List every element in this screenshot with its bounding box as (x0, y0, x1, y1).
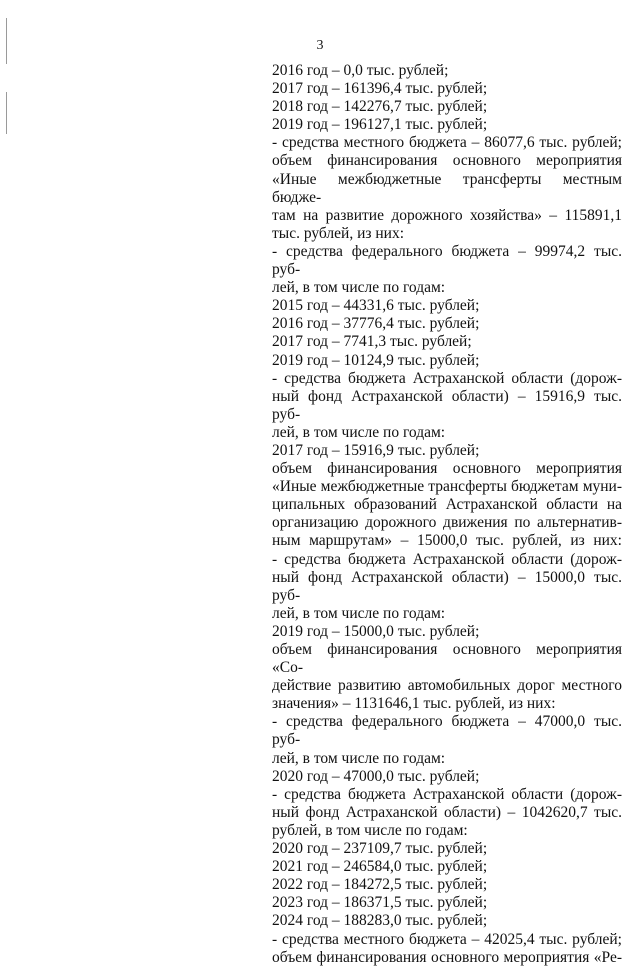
text-line: объем финансирования основного мероприятия «Со- (272, 641, 622, 677)
document-body (272, 62, 622, 967)
text-line: лей, в том числе по годам: (272, 749, 446, 767)
text-line: объем финансирования основного мероприятия (272, 152, 622, 170)
text-line: организацию дорожного движения по альтернатив- (272, 514, 622, 532)
text-line: 2017 год – 161396,4 тыс. рублей; (272, 80, 488, 98)
text-line: лей, в том числе по годам: (272, 279, 446, 297)
text-line: ный фонд Астраханской области) – 1042620,7 тыс. (272, 803, 622, 821)
text-line: 2021 год – 246584,0 тыс. рублей; (272, 858, 488, 876)
text-line: 2019 год – 10124,9 тыс. рублей; (272, 351, 480, 369)
text-line: ный фонд Астраханской области) – 15916,9 тыс. руб- (272, 387, 622, 423)
text-line: - средства федерального бюджета – 99974,2 тыс. руб- (272, 242, 622, 279)
text-line: тыс. рублей, из них: (272, 224, 405, 242)
text-line: - средства местного бюджета – 86077,6 тыс. рублей; (272, 134, 622, 152)
text-line: 2016 год – 0,0 тыс. рублей; (272, 62, 449, 79)
page-number: 3 (316, 38, 324, 53)
text-line: 2019 год – 15000,0 тыс. рублей; (272, 622, 480, 640)
text-line: лей, в том числе по годам: (272, 604, 446, 622)
text-line: значения» – 1131646,1 тыс. рублей, из них: (272, 695, 556, 713)
text-line: 2023 год – 186371,5 тыс. рублей; (272, 894, 488, 912)
text-line: - средства бюджета Астраханской области (дорож- (272, 785, 622, 803)
text-line: объем финансирования основного мероприятия (272, 460, 622, 478)
text-line: 2022 год – 184272,5 тыс. рублей; (272, 876, 488, 894)
text-line: 2017 год – 15916,9 тыс. рублей; (272, 441, 480, 459)
text-line: ным маршрутам» – 15000,0 тыс. рублей, из них: (272, 532, 622, 550)
text-line: рублей, в том числе по годам: (272, 821, 468, 839)
text-line: 2016 год – 37776,4 тыс. рублей; (272, 315, 480, 333)
text-line: - средства бюджета Астраханской области (дорож- (272, 550, 622, 568)
text-line: действие развитию автомобильных дорог местного (272, 677, 622, 695)
text-line: 2020 год – 237109,7 тыс. рублей; (272, 840, 488, 858)
text-line: «Иные межбюджетные трансферты местным бюдже- (272, 170, 622, 206)
scan-edge-mark (6, 92, 7, 134)
text-line: - средства местного бюджета – 42025,4 тыс. рублей; (272, 930, 622, 948)
text-line: 2015 год – 44331,6 тыс. рублей; (272, 297, 480, 315)
text-line: 2019 год – 196127,1 тыс. рублей; (272, 116, 488, 134)
text-line: лей, в том числе по годам: (272, 423, 446, 441)
text-line: «Иные межбюджетные трансферты бюджетам муни- (272, 478, 622, 496)
text-line: 2024 год – 188283,0 тыс. рублей; (272, 912, 488, 930)
text-line: там на развитие дорожного хозяйства» – 115891,1 (272, 206, 622, 224)
text-line: ный фонд Астраханской области) – 15000,0 тыс. руб- (272, 568, 622, 604)
text-line: объем финансирования основного мероприятия «Ре- (272, 948, 622, 966)
text-line: - средства бюджета Астраханской области (дорож- (272, 369, 622, 387)
text-line: ципальных образований Астраханской области на (272, 496, 622, 514)
text-line: 2020 год – 47000,0 тыс. рублей; (272, 767, 480, 785)
text-line: 2017 год – 7741,3 тыс. рублей; (272, 333, 472, 351)
text-line: 2018 год – 142276,7 тыс. рублей; (272, 98, 488, 116)
text-line: - средства федерального бюджета – 47000,0 тыс. руб- (272, 713, 622, 749)
